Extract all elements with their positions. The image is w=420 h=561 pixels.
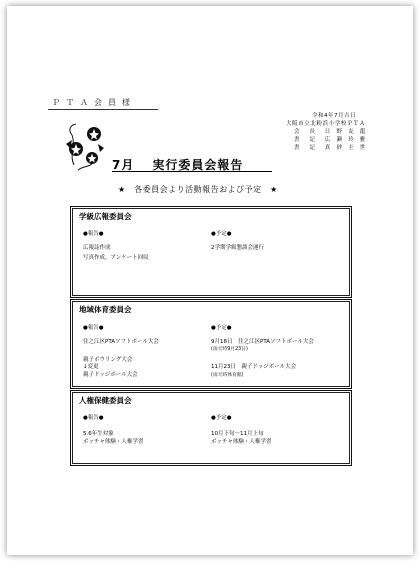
section-class-publicity: [70, 206, 352, 298]
section-title: 地域体育委員会: [79, 305, 132, 314]
section-title: 人権保健委員会: [79, 396, 132, 405]
report-title-text: 実行委員会報告: [152, 158, 244, 172]
report-month: 7月: [112, 158, 135, 172]
report-item: ↓変更: [83, 364, 99, 370]
report-item: 親子ドッジボール大会: [83, 372, 138, 378]
addressee: ＰＴＡ会員様: [52, 98, 136, 107]
plan-label: ●予定●: [211, 415, 232, 421]
plan-label: ●予定●: [211, 325, 232, 331]
report-item: 広報誌作成: [83, 245, 111, 251]
report-item: 5.6年生対象: [83, 431, 114, 437]
plan-item: ボッチャ体験・人権学習: [211, 439, 272, 445]
section-human-rights-health: [70, 390, 352, 466]
report-label: ●報告●: [83, 415, 104, 421]
report-label: ●報告●: [83, 325, 104, 331]
section-title: 学級広報委員会: [79, 212, 132, 221]
signatory-secretary-1: 書 記 広 瀬 玲 雅: [294, 137, 368, 143]
addressee-underline: [48, 109, 158, 110]
plan-item: 2学期学級懇談会運行: [211, 245, 264, 251]
report-item: ボッチャ体験・人権学習: [83, 439, 144, 445]
section-community-sports: [70, 299, 352, 389]
report-item: 親子ボウリング大会: [83, 357, 133, 363]
plan-item-note: (雨天時9月23日): [211, 347, 248, 352]
plan-item: 11月23日 親子ドッジボール大会: [211, 364, 297, 370]
plan-item-note: (雨天時体育館): [211, 373, 244, 378]
plan-item: 10月下旬～11月上旬: [211, 431, 264, 437]
plan-item: 9月18日 住之江区PTAソフトボール大会: [211, 339, 314, 345]
report-subtitle: ★ 各委員会より活動報告および予定 ★: [118, 185, 278, 194]
plan-label: ●予定●: [211, 231, 232, 237]
signatory-president: 会 長 日 野 友 龍: [294, 129, 368, 135]
report-item: 住之江区PTAソフトボール大会: [83, 339, 159, 345]
title-underline: [112, 171, 272, 172]
report-item: 写真作成、アンケート回収: [83, 255, 149, 261]
morning-glory-illustration-icon: [64, 120, 114, 175]
issue-date: 令和4年7月吉日: [312, 113, 356, 119]
report-label: ●報告●: [83, 231, 104, 237]
organization-name: 大阪市立北粉浜小学校ＰＴＡ: [286, 121, 366, 127]
signatory-secretary-2: 書 記 真 砂 圭 世: [294, 145, 368, 151]
